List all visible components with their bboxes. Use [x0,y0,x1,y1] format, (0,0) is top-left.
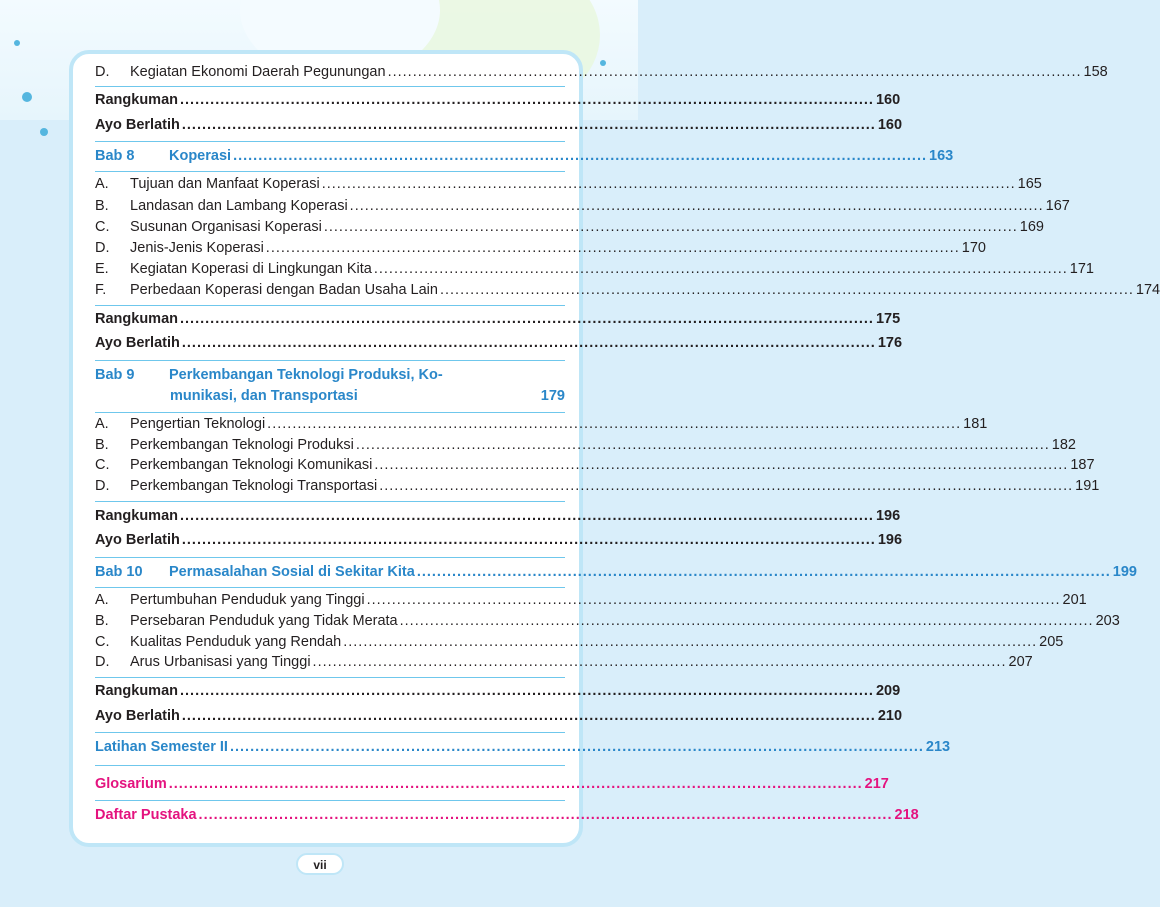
leader-dots [356,437,1050,453]
entry-page: 217 [864,776,889,792]
toc-entry[interactable] [95,198,1070,218]
entry-letter: D. [95,240,110,256]
entry-title: Jenis-Jenis Koperasi [130,240,264,256]
entry-title: Ayo Berlatih [95,532,180,548]
entry-title: Kegiatan Ekonomi Daerah Pegunungan [130,64,386,80]
leader-dots [374,261,1068,277]
entry-page: 191 [1075,478,1100,494]
entry-page: 170 [961,240,986,256]
leader-dots [180,92,874,108]
entry-title: Rangkuman [95,92,178,108]
toc-entry-rangkuman[interactable] [95,92,901,112]
toc-entry-rangkuman[interactable] [95,683,901,703]
section-divider [95,587,565,588]
leader-dots [313,654,1007,670]
entry-title: Ayo Berlatih [95,117,180,133]
toc-entry[interactable] [95,478,1100,498]
chapter-number: Bab 8 [95,148,135,164]
leader-dots [169,776,863,792]
entry-page: 218 [894,807,919,823]
leader-dots [233,148,927,164]
leader-dots [182,335,876,351]
entry-letter: A. [95,592,109,608]
entry-page: 196 [877,532,903,548]
decor-dot [22,92,32,102]
section-divider [95,501,565,502]
chapter-number: Bab 10 [95,564,143,580]
entry-page: 181 [963,416,988,432]
section-divider [95,800,565,801]
chapter-title-line1: Perkembangan Teknologi Produksi, Ko- [169,367,443,383]
entry-letter: B. [95,198,109,214]
page-number: vii [296,853,344,875]
leader-dots [182,708,876,724]
entry-title: Glosarium [95,776,167,792]
chapter-entry-continued[interactable] [170,388,565,408]
entry-page: 165 [1017,176,1042,192]
entry-page: 158 [1083,64,1108,80]
entry-title: Perbedaan Koperasi dengan Badan Usaha Lain [130,282,438,298]
entry-letter: D. [95,64,110,80]
entry-title: Ayo Berlatih [95,335,180,351]
section-divider [95,305,565,306]
entry-letter: D. [95,478,110,494]
toc-entry[interactable] [95,219,1044,239]
leader-dots [180,311,874,327]
chapter-page: 199 [1112,564,1137,580]
decor-dot [14,40,20,46]
entry-letter: A. [95,176,109,192]
leader-dots [440,282,1134,298]
entry-letter: B. [95,437,109,453]
toc-entry-rangkuman[interactable] [95,311,901,331]
leader-dots [367,592,1061,608]
chapter-page: 163 [929,148,954,164]
toc-entry[interactable] [95,282,1160,302]
decor-dot [40,128,48,136]
entry-title: Rangkuman [95,683,178,699]
toc-entry[interactable] [95,240,986,260]
leader-dots [182,117,876,133]
section-divider [95,86,565,87]
entry-page: 174 [1135,282,1160,298]
leader-dots [374,457,1068,473]
toc-entry[interactable] [95,457,1095,477]
entry-title: Daftar Pustaka [95,807,197,823]
entry-page: 207 [1008,654,1033,670]
toc-entry[interactable] [95,613,1120,633]
entry-letter: A. [95,416,109,432]
entry-page: 182 [1051,437,1076,453]
entry-page: 213 [925,739,951,755]
entry-page: 175 [875,311,901,327]
toc-entry[interactable] [95,64,1108,84]
toc-entry[interactable] [95,592,1087,612]
toc-entry-latihan[interactable] [95,739,951,759]
entry-title: Kualitas Penduduk yang Rendah [130,634,342,650]
toc-entry[interactable] [95,416,988,436]
toc-entry-berlatih[interactable] [95,117,903,137]
chapter-entry[interactable] [95,564,1137,584]
toc-entry-berlatih[interactable] [95,708,903,728]
toc-entry-berlatih[interactable] [95,335,903,355]
leader-dots [180,508,874,524]
chapter-entry[interactable] [95,367,565,387]
toc-entry-berlatih[interactable] [95,532,903,552]
toc-entry[interactable] [95,261,1094,281]
leader-dots [379,478,1073,494]
entry-title: Latihan Semester II [95,739,228,755]
section-divider [95,171,565,172]
chapter-title-line2: munikasi, dan Transportasi [170,388,358,404]
entry-page: 210 [877,708,903,724]
entry-page: 169 [1019,219,1044,235]
entry-title: Perkembangan Teknologi Transportasi [130,478,378,494]
section-divider [95,141,565,142]
entry-title: Perkembangan Teknologi Komunikasi [130,457,373,473]
toc-entry-daftar-pustaka[interactable] [95,807,919,827]
entry-page: 160 [875,92,901,108]
entry-letter: B. [95,613,109,629]
entry-page: 201 [1062,592,1087,608]
entry-title: Arus Urbanisasi yang Tinggi [130,654,311,670]
entry-letter: E. [95,261,109,277]
leader-dots [230,739,924,755]
leader-dots [199,807,893,823]
toc-entry[interactable] [95,634,1064,654]
entry-title: Landasan dan Lambang Koperasi [130,198,348,214]
section-divider [95,677,565,678]
section-divider [95,360,565,361]
entry-title: Pertumbuhan Penduduk yang Tinggi [130,592,365,608]
toc-entry-rangkuman[interactable] [95,508,901,528]
leader-dots [388,64,1082,80]
section-divider [95,732,565,733]
leader-dots [324,219,1018,235]
entry-letter: C. [95,219,110,235]
entry-page: 167 [1045,198,1070,214]
entry-title: Rangkuman [95,311,178,327]
toc-entry[interactable] [95,654,1033,674]
chapter-number: Bab 9 [95,367,135,383]
leader-dots [180,683,874,699]
entry-page: 187 [1070,457,1095,473]
entry-title: Tujuan dan Manfaat Koperasi [130,176,320,192]
leader-dots [182,532,876,548]
leader-dots [343,634,1037,650]
entry-title: Pengertian Teknologi [130,416,266,432]
entry-page: 209 [875,683,901,699]
chapter-entry[interactable] [95,148,954,168]
toc-entry[interactable] [95,176,1042,196]
entry-title: Perkembangan Teknologi Produksi [130,437,354,453]
section-divider [95,557,565,558]
entry-page: 205 [1039,634,1064,650]
entry-letter: F. [95,282,107,298]
entry-page: 176 [877,335,903,351]
leader-dots [266,240,960,256]
entry-page: 203 [1095,613,1120,629]
entry-letter: C. [95,634,110,650]
leader-dots [350,198,1044,214]
toc-entry[interactable] [95,437,1076,457]
entry-letter: C. [95,457,110,473]
chapter-title: Koperasi [169,148,232,164]
leader-dots [267,416,961,432]
entry-title: Kegiatan Koperasi di Lingkungan Kita [130,261,372,277]
entry-title: Persebaran Penduduk yang Tidak Merata [130,613,398,629]
leader-dots [400,613,1094,629]
leader-dots [322,176,1016,192]
chapter-title: Permasalahan Sosial di Sekitar Kita [169,564,415,580]
entry-page: 196 [875,508,901,524]
section-divider [95,412,565,413]
section-divider [95,765,565,766]
entry-page: 171 [1069,261,1094,277]
toc-entry-glosarium[interactable] [95,776,889,796]
leader-dots [417,564,1111,580]
entry-page: 160 [877,117,903,133]
entry-title: Rangkuman [95,508,178,524]
entry-title: Susunan Organisasi Koperasi [130,219,322,235]
chapter-page: 179 [540,388,565,404]
entry-title: Ayo Berlatih [95,708,180,724]
entry-letter: D. [95,654,110,670]
